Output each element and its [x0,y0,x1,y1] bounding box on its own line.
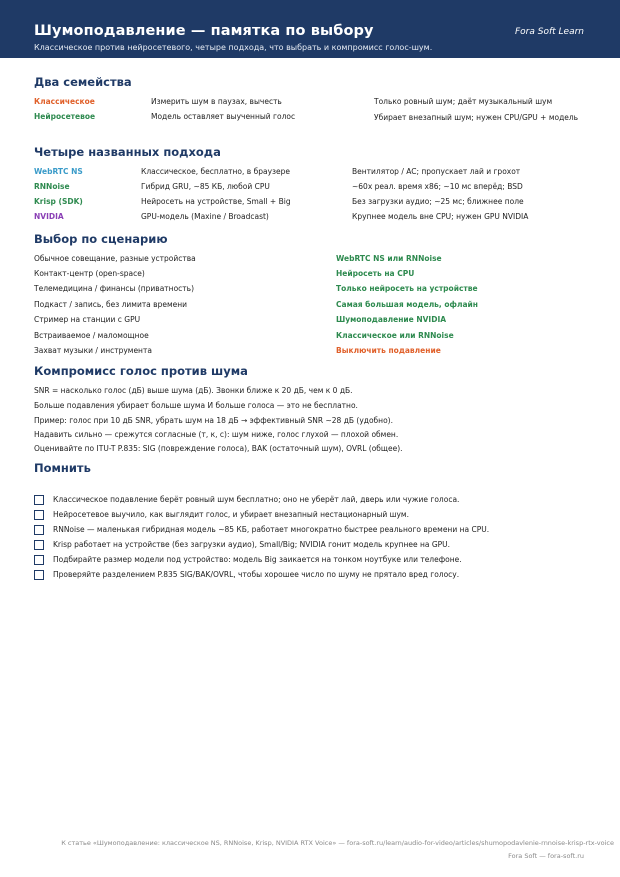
checkbox[interactable] [34,495,44,505]
footer-source: К статье «Шумоподавление: классическое NS, RNNoise, Krisp, NVIDIA RTX Voice» — fora-soft.ru/learn/audio-for-video/articles/shumopodavlenie-rnnoise-krisp-rtx-voice [61,839,614,847]
checkbox[interactable] [34,540,44,550]
tradeoff-line: SNR = насколько голос (дБ) выше шума (дБ). Звонки ближе к 20 дБ, чем к 0 дБ. [34,386,353,395]
approach-note: ~60x реал. время x86; ~10 мс вперёд; BSD [352,182,523,191]
approach-row [34,167,594,181]
page-title: Шумоподавление — памятка по выбору [34,23,374,39]
approach-name: RNNoise [34,182,70,191]
family-row [34,112,594,136]
approach-desc: GPU-модель (Maxine / Broadcast) [141,212,269,221]
section-heading-scenarios: Выбор по сценарию [34,232,168,246]
scenario-case: Контакт-центр (open-space) [34,269,145,278]
family-name: Классическое [34,97,95,106]
scenario-pick: Классическое или RNNoise [336,331,454,340]
scenario-row [34,254,594,268]
tradeoff-line: Пример: голос при 10 дБ SNR, убрать шум на 18 дБ → эффективный SNR ~28 дБ (удобно). [34,416,393,425]
page-header [0,0,620,58]
checklist-text: Классическое подавление берёт ровный шум бесплатно; оно не уберёт лай, дверь или чужие голоса. [53,495,460,504]
approach-desc: Нейросеть на устройстве, Small + Big [141,197,291,206]
approach-note: Крупнее модель вне CPU; нужен GPU NVIDIA [352,212,529,221]
scenario-pick: WebRTC NS или RNNoise [336,254,442,263]
approach-name: WebRTC NS [34,167,83,176]
tradeoff-line: Больше подавления убирает больше шума И больше голоса — это не бесплатно. [34,401,358,410]
approach-desc: Классическое, бесплатно, в браузере [141,167,290,176]
approach-note: Без загрузки аудио; ~25 мс; ближнее поле [352,197,524,206]
scenario-row [34,346,594,360]
footer-site: Fora Soft — fora-soft.ru [508,852,584,860]
checkbox[interactable] [34,570,44,580]
checklist-text: Нейросетевое выучило, как выглядит голос, и убирает внезапный нестационарный шум. [53,510,409,519]
scenario-pick: Шумоподавление NVIDIA [336,315,447,324]
section-heading-tradeoff: Компромисс голос против шума [34,364,248,378]
scenario-pick: Выключить подавление [336,346,441,355]
scenario-case: Стример на станции с GPU [34,315,141,324]
tradeoff-line: Оценивайте по ITU-T P.835: SIG (повреждение голоса), BAK (остаточный шум), OVRL (общее). [34,444,403,453]
scenario-row [34,284,594,298]
scenario-case: Встраиваемое / маломощное [34,331,149,340]
family-row [34,97,594,111]
checklist-text: Подбирайте размер модели под устройство: модель Big заикается на тонком ноутбуке или телефоне. [53,555,462,564]
scenario-case: Телемедицина / финансы (приватность) [34,284,195,293]
approach-name: Krisp (SDK) [34,197,83,206]
scenario-pick: Только нейросеть на устройстве [336,284,478,293]
checklist-text: Проверяйте разделением P.835 SIG/BAK/OVRL, чтобы хорошее число по шуму не прятало вред голосу. [53,570,460,579]
checklist-text: RNNoise — маленькая гибридная модель ~85 КБ, работает многократно быстрее реального времени на CPU. [53,525,490,534]
family-note: Убирает внезапный шум; нужен CPU/GPU + модель [374,113,579,122]
checkbox[interactable] [34,555,44,565]
scenario-row [34,300,594,314]
scenario-case: Обычное совещание, разные устройства [34,254,196,263]
family-name: Нейросетевое [34,112,96,121]
approach-note: Вентилятор / AC; пропускает лай и грохот [352,167,521,176]
checkbox[interactable] [34,510,44,520]
scenario-case: Подкаст / запись, без лимита времени [34,300,188,309]
scenario-pick: Нейросеть на CPU [336,269,415,278]
approach-row [34,212,594,226]
checkbox[interactable] [34,525,44,535]
checklist-text: Krisp работает на устройстве (без загрузки аудио), Small/Big; NVIDIA гонит модель крупнее на GPU. [53,540,451,549]
section-heading-remember: Помнить [34,461,91,475]
scenario-pick: Самая большая модель, офлайн [336,300,478,309]
approach-desc: Гибрид GRU, ~85 КБ, любой CPU [141,182,270,191]
scenario-row [34,331,594,345]
tradeoff-line: Надавить сильно — срежутся согласные (т, к, с): шум ниже, голос глухой — плохой обмен. [34,430,399,439]
family-note: Только ровный шум; даёт музыкальный шум [374,97,553,106]
approach-row [34,197,594,211]
approach-row [34,182,594,196]
scenario-row [34,269,594,283]
page-subtitle: Классическое против нейросетевого, четыре подхода, что выбрать и компромисс голос-шум. [34,43,433,52]
section-heading-approaches: Четыре названных подхода [34,145,221,159]
scenario-row [34,315,594,329]
family-desc: Модель оставляет выученный голос [151,112,296,121]
brand-label: Fora Soft Learn [514,27,584,37]
family-desc: Измерить шум в паузах, вычесть [151,97,282,106]
scenario-case: Захват музыки / инструмента [34,346,152,355]
section-heading-families: Два семейства [34,75,132,89]
approach-name: NVIDIA [34,212,64,221]
